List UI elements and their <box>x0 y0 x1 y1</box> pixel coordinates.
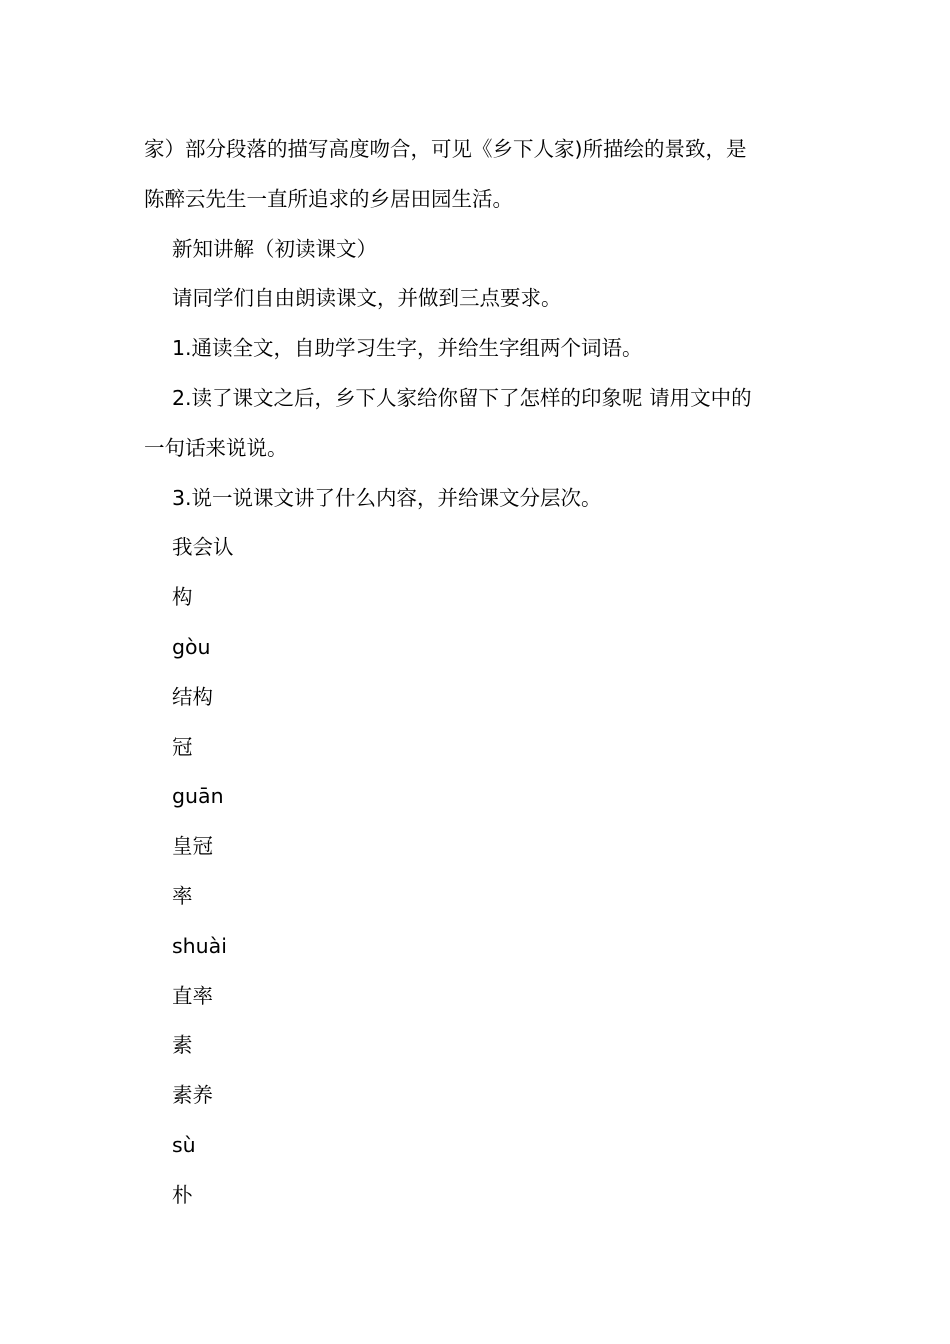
requirement-item-2: 2.读了课文之后，乡下人家给你留下了怎样的印象呢 请用文中的 <box>172 385 752 410</box>
vocab-character: 素 <box>172 1033 193 1058</box>
vocab-word: 素养 <box>172 1083 213 1108</box>
requirement-item-3: 3.说一说课文讲了什么内容，并给课文分层次。 <box>172 485 602 510</box>
requirement-item-1: 1.通读全文，自助学习生字，并给生字组两个词语。 <box>172 336 643 361</box>
vocab-heading: 我会认 <box>172 535 234 560</box>
vocab-word: 结构 <box>172 684 213 709</box>
vocab-character: 朴 <box>172 1182 193 1207</box>
section-heading: 新知讲解（初读课文） <box>172 236 377 261</box>
paragraph-line: 家）部分段落的描写高度吻合，可见《乡下人家)所描绘的景致，是 <box>144 137 747 161</box>
document-body <box>144 125 808 1221</box>
vocab-character: 构 <box>172 585 193 610</box>
vocab-character: 冠 <box>172 734 193 759</box>
vocab-pinyin: gòu <box>172 634 211 659</box>
vocab-word: 皇冠 <box>172 834 213 859</box>
vocab-pinyin: sù <box>172 1132 196 1157</box>
paragraph-line: 陈醉云先生一直所追求的乡居田园生活。 <box>144 186 513 211</box>
vocab-character: 率 <box>172 883 193 908</box>
vocab-pinyin: guān <box>172 784 224 809</box>
vocab-word: 直率 <box>172 983 213 1008</box>
paragraph-line: 请同学们自由朗读课文，并做到三点要求。 <box>172 286 562 311</box>
requirement-item-2-continued: 一句话来说说。 <box>144 435 288 460</box>
vocab-pinyin: shuài <box>172 933 227 958</box>
